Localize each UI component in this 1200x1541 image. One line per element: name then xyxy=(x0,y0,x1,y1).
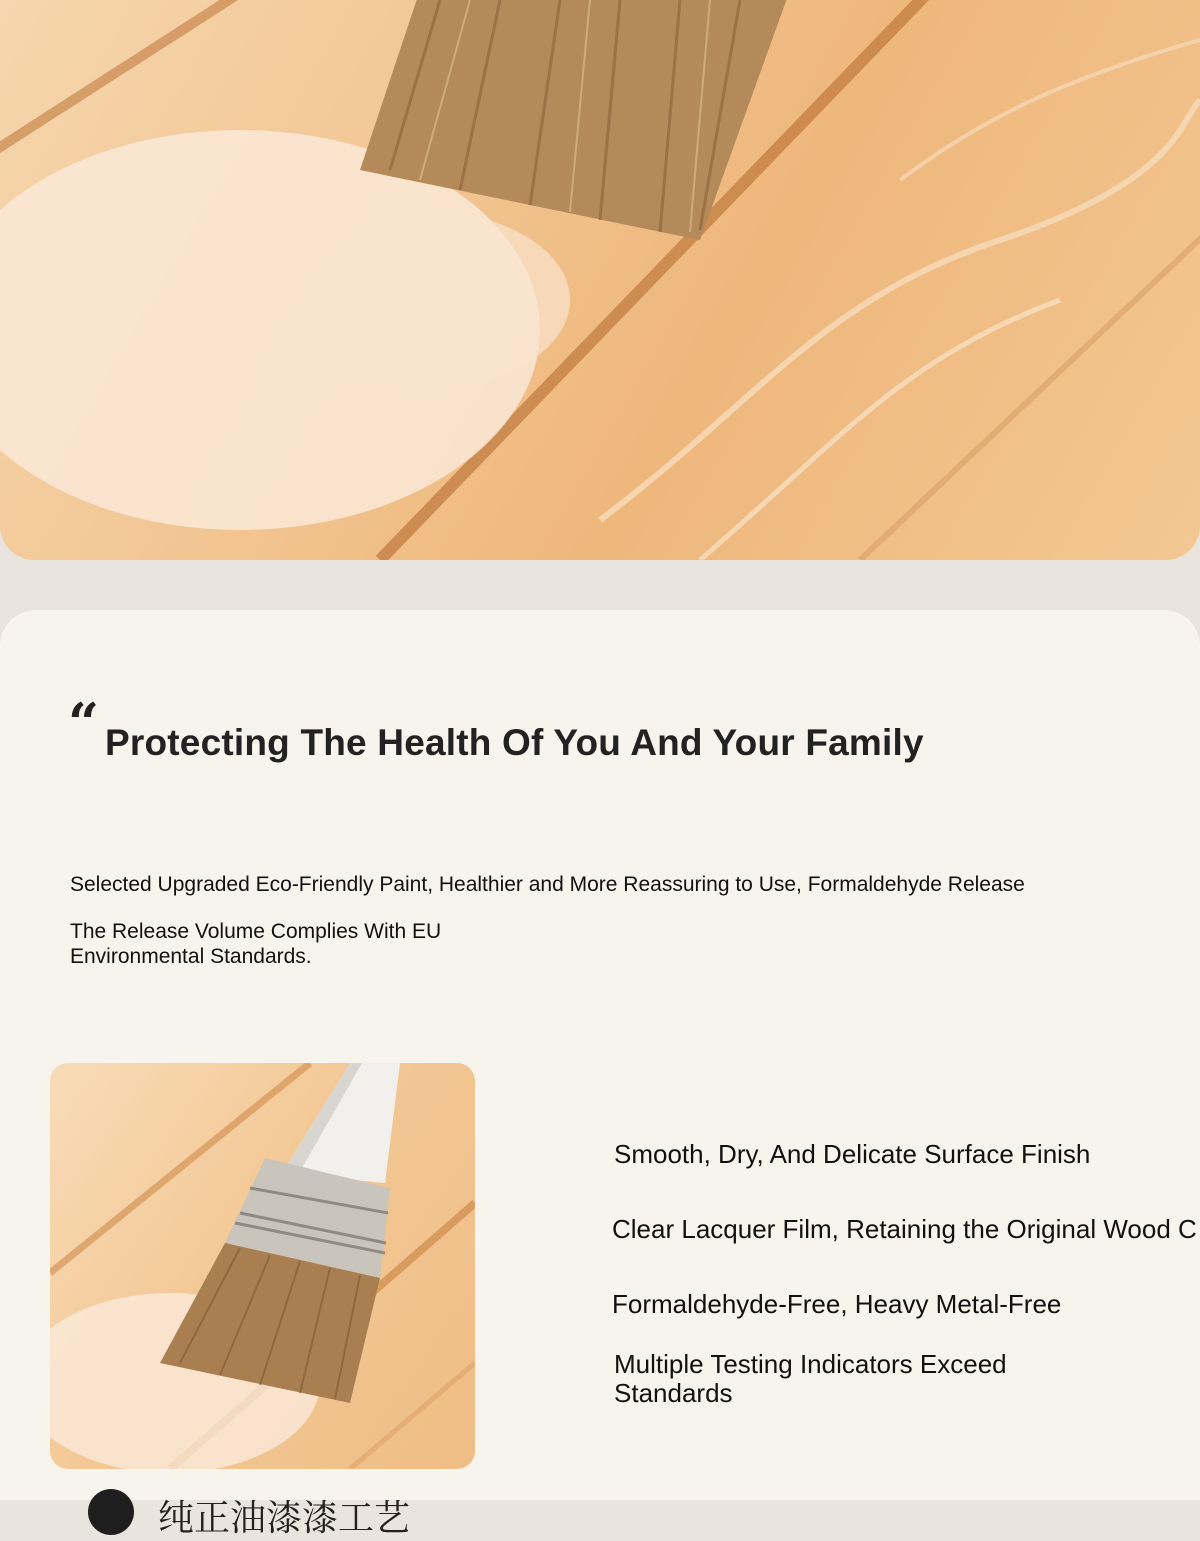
description-line-1: Selected Upgraded Eco-Friendly Paint, Healthier and More Reassuring to Use, Formaldehyde Release xyxy=(70,873,1025,896)
feature-item: Clear Lacquer Film, Retaining the Original Wood C xyxy=(612,1214,1197,1244)
feature-item: Formaldehyde-Free, Heavy Metal-Free xyxy=(612,1289,1062,1319)
hero-image xyxy=(0,0,1200,560)
bullet-icon xyxy=(88,1489,134,1535)
paintbrush-illustration xyxy=(50,1063,475,1469)
wood-plank-illustration xyxy=(0,0,1200,560)
description-line-2: The Release Volume Complies With EU Environmental Standards. xyxy=(70,920,442,968)
feature-item: Multiple Testing Indicators Exceed Standards xyxy=(614,1349,1007,1408)
section-headline: Protecting The Health Of You And Your Family xyxy=(105,722,924,763)
quote-mark-icon: “ xyxy=(68,691,100,755)
feature-item: Smooth, Dry, And Delicate Surface Finish xyxy=(614,1139,1091,1169)
brush-thumbnail-image xyxy=(50,1063,475,1469)
bottom-caption: 纯正油漆漆工艺 xyxy=(158,1497,411,1538)
